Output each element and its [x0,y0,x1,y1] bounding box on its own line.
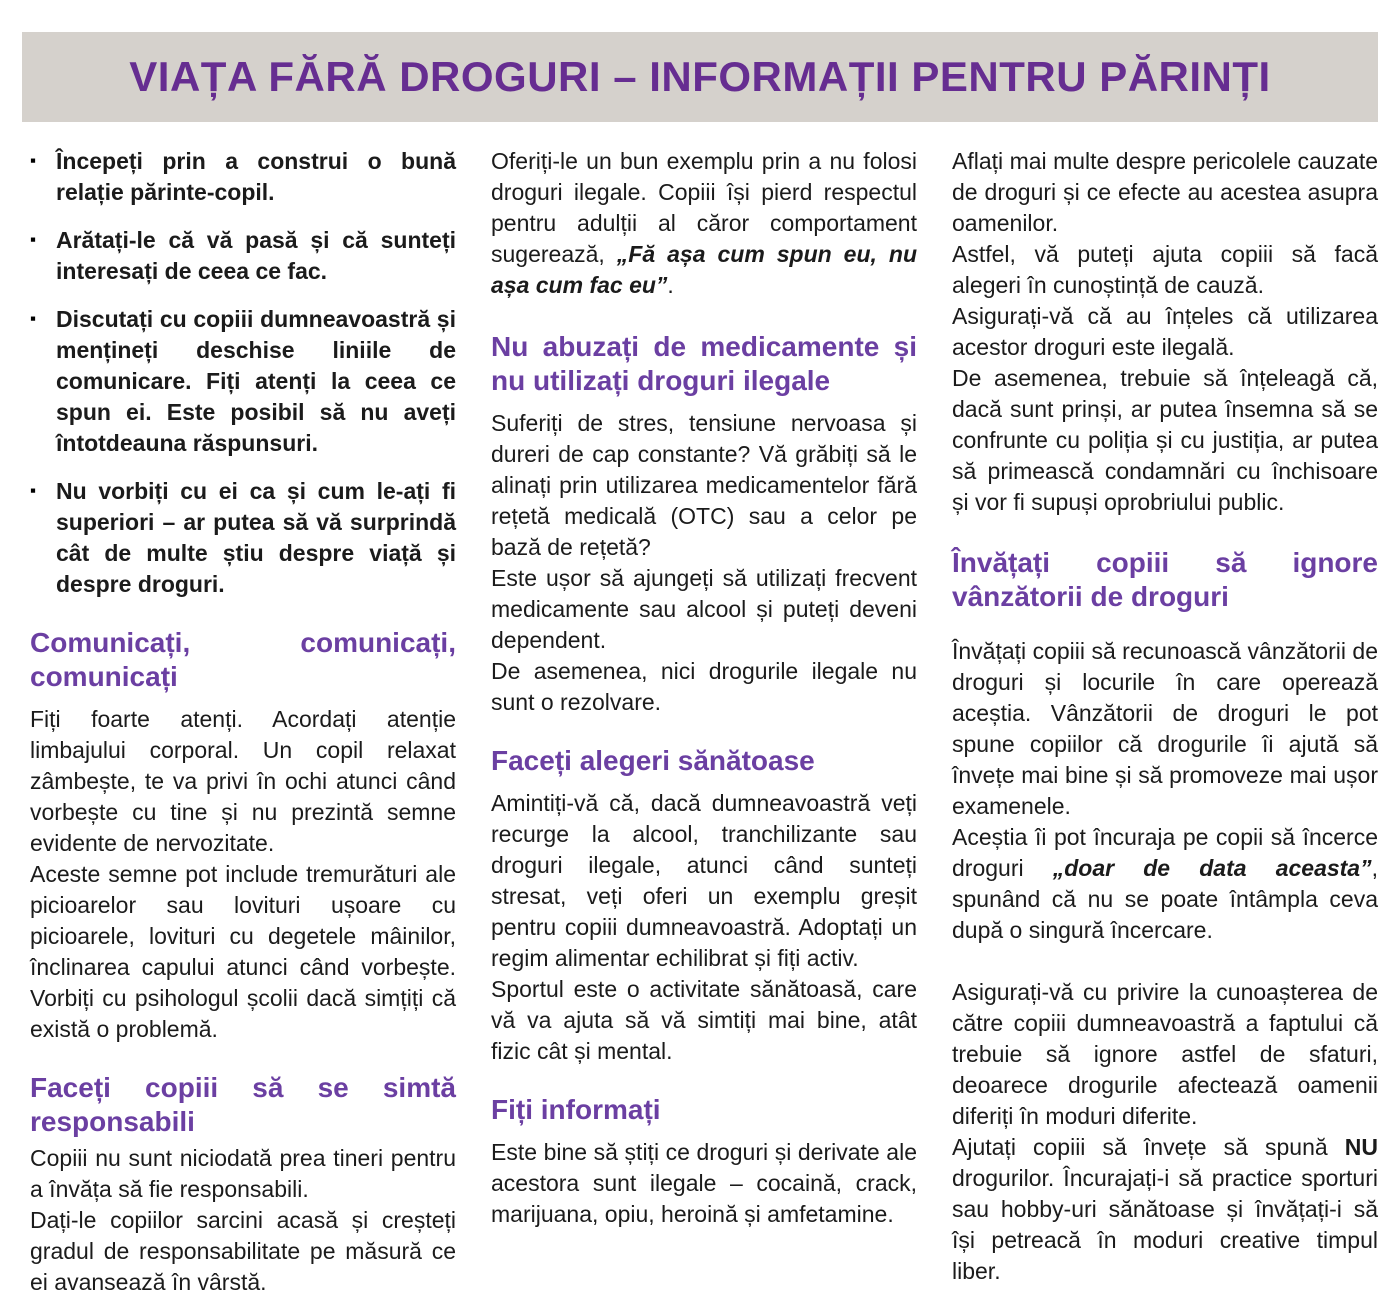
column-3 [952,146,1378,1298]
intro-quote: „Fă așa cum spun eu, nu așa cum fac eu” [491,241,917,298]
paragraph: Suferiți de stres, tensiune nervoasa și dureri de cap constante? Vă grăbiți să le alinați prin utilizarea medicamentelor fără rețetă medicală (OTC) sau a celor pe bază de rețetă? [491,410,917,560]
dealer-after: , spunând că nu se poate întâmpla ceva după o singură încercare. [952,855,1378,943]
paragraph: Este ușor să ajungeți să utilizați frecvent medicamente sau alcool și puteți deveni dependent. [491,565,917,653]
section-heading-vanzatorii: Învățați copiii să ignore vânzătorii de droguri [952,547,1378,612]
paragraph: Asigurați-vă cu privire la cunoașterea de către copiii dumneavoastră a faptului că trebuie să ignore astfel de sfaturi, deoarece drogurile afectează oamenii diferiți în moduri diferite. [952,979,1378,1129]
content-columns [30,146,1378,1298]
bullet-text: Nu vorbiți cu ei ca și cum le-ați fi superiori – ar putea să vă surprindă cât de multe știu despre viață și despre droguri. [56,478,456,597]
paragraph: De asemenea, nici drogurile ilegale nu sunt o rezolvare. [491,658,917,715]
bullet-square-icon: ▪ [30,481,37,500]
intro-text: Oferiți-le un bun exemplu prin a nu folosi droguri ilegale. Copiii își pierd respectul pentru adulții al căror comportament sugerează, [491,148,917,267]
paragraph: Este bine să știți ce droguri și derivate ale acestora sunt ilegale – cocaină, crack, marijuana, opiu, heroină și amfetamine. [491,1139,917,1227]
paragraph: Aflați mai multe despre pericolele cauzate de droguri și ce efecte au acestea asupra oamenilor. [952,148,1378,236]
nu-pre: Ajutați copiii să învețe să spună [952,1134,1345,1160]
dealer-text: Aceștia îi pot încuraja pe copii să încerce droguri [952,824,1378,881]
paragraph: Aceste semne pot include tremurături ale picioarelor sau lovituri ușoare cu picioarele, lovituri cu degetele mâinilor, înclinarea capului atunci când vorbește. Vorbiți cu psihologul școlii dacă simțiți că există o problemă. [30,861,456,1042]
section-heading-fiti-informati: Fiți informați [491,1094,661,1125]
paragraph: Amintiți-vă că, dacă dumneavoastră veți recurge la alcool, tranchilizante sau droguri ilegale, atunci când sunteți stresat, veți oferi un exemplu greșit pentru copiii dumneavoastră. Adoptați un regim alimentar echilibrat și fiți activ. [491,790,917,971]
bullet-text: Începeți prin a construi o bună relație părinte-copil. [56,148,456,205]
paragraph: Învățați copiii să recunoască vânzătorii de droguri și locurile în care operează aceștia. Vânzătorii de droguri le pot spune copiilor că drogurile îi ajută să învețe mai bine și să promoveze mai ușor examenele. [952,638,1378,819]
paragraph: Astfel, vă puteți ajuta copiii să facă alegeri în cunoștință de cauză. [952,241,1378,298]
paragraph: De asemenea, trebuie să înțeleagă că, dacă sunt prinși, ar putea însemna să se confrunte cu poliția și cu justiția, ar putea să primească condamnări cu închisoare și vor fi supuși oprobriului public. [952,365,1378,515]
paragraph: Fiți foarte atenți. Acordați atenție limbajului corporal. Un copil relaxat zâmbește, te va privi în ochi atunci când vorbește cu tine și nu prezintă semne evidente de nervozitate. [30,706,456,856]
paragraph-intro [491,146,917,301]
nu-post: drogurilor. Încurajați-i să practice sporturi sau hobby-uri sănătoase și învățați-i să își petreacă în moduri creative timpul liber. [952,1165,1378,1284]
nu-word: NU [1344,1134,1378,1160]
column-1 [30,146,456,1298]
bullet-list [30,146,456,600]
section-heading-comunicati: Comunicați, comunicați, comunicați [30,627,456,692]
paragraph-quote [952,822,1378,946]
paragraph: Dați-le copiilor sarcini acasă și creșteți gradul de responsabilitate pe măsură ce ei avansează în vârstă. [30,1207,456,1295]
column-2 [491,146,917,1298]
bullet-square-icon: ▪ [30,230,37,249]
bullet-item [30,476,456,600]
bullet-text: Arătați-le că vă pasă și că sunteți interesați de ceea ce fac. [56,227,456,284]
paragraph: Asigurați-vă că au înțeles că utilizarea acestor droguri este ilegală. [952,303,1378,360]
section-heading-nu-abuzati: Nu abuzați de medicamente și nu utilizați droguri ilegale [491,331,917,396]
paragraph: Copiii nu sunt niciodată prea tineri pentru a învăța să fie responsabili. [30,1145,456,1202]
bullet-text: Discutați cu copiii dumneavoastră și mențineți deschise liniile de comunicare. Fiți atenți la ceea ce spun ei. Este posibil să nu aveți întotdeauna răspunsuri. [56,306,456,456]
bullet-item [30,304,456,459]
bullet-item [30,146,456,208]
section-heading-responsabili: Faceți copiii să se simtă responsabili [30,1072,456,1137]
dealer-quote: „doar de data aceasta” [1052,855,1372,881]
paragraph-nu [952,1132,1378,1287]
section-heading-alegeri-sanatoase: Faceți alegeri sănătoase [491,745,815,776]
page-title: VIAȚA FĂRĂ DROGURI – INFORMAȚII PENTRU PĂRINȚI [129,53,1271,100]
paragraph: Sportul este o activitate sănătoasă, care vă va ajuta să vă simtiți mai bine, atât fizic cât și mental. [491,976,917,1064]
bullet-square-icon: ▪ [30,151,37,170]
title-banner [22,32,1378,122]
bullet-square-icon: ▪ [30,309,37,328]
intro-after: . [667,272,674,298]
bullet-item [30,225,456,287]
